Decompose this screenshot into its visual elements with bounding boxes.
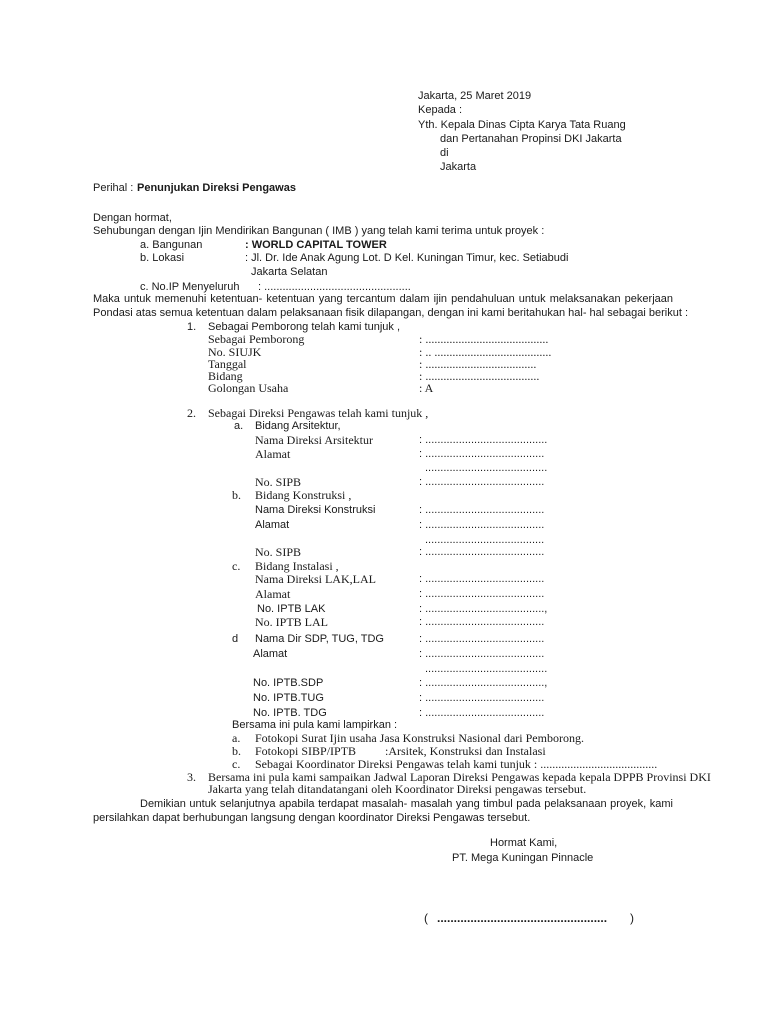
- instalasi-letter: c.: [232, 559, 241, 573]
- attachment-a-letter: a.: [232, 731, 241, 745]
- recipient-kepada: Kepada :: [418, 104, 463, 116]
- arsitektur-title: Bidang Arsitektur,: [255, 420, 341, 432]
- bidang-label: Bidang: [208, 369, 243, 383]
- item-1-title: Sebagai Pemborong telah kami tunjuk ,: [208, 321, 401, 333]
- iptb-sdp-value: : .......................................,: [419, 677, 548, 689]
- konstruksi-nama-value: : .......................................: [419, 504, 545, 516]
- attachment-c-letter: c.: [232, 757, 241, 771]
- item-3-line-1: Bersama ini pula kami sampaikan Jadwal Laporan Direksi Pengawas kepada kepala DPPB Provinsi DKI: [208, 770, 711, 784]
- signature-company: PT. Mega Kuningan Pinnacle: [452, 852, 594, 864]
- instalasi-nama-value: : .......................................: [419, 573, 545, 585]
- attachment-c-text: Sebagai Koordinator Direksi Pengawas telah kami tunjuk : .......................................: [255, 757, 658, 771]
- arsitektur-sipb-label: No. SIPB: [255, 475, 302, 489]
- konstruksi-letter: b.: [232, 488, 241, 502]
- iptb-sdp-label: No. IPTB.SDP: [253, 677, 324, 689]
- golongan-label: Golongan Usaha: [208, 381, 289, 395]
- lokasi-value-cont: Jakarta Selatan: [251, 266, 328, 278]
- item-3-number: 3.: [187, 770, 196, 784]
- tanggal-value: : .....................................: [419, 357, 537, 371]
- arsitektur-alamat-value: : .......................................: [419, 448, 545, 460]
- attachments-intro: Bersama ini pula kami lampirkan :: [232, 719, 398, 731]
- attachment-b-value: :Arsitek, Konstruksi dan Instalasi: [385, 744, 546, 758]
- bidang-value: : ......................................: [419, 369, 540, 383]
- ip-value: : ................................................: [258, 281, 411, 293]
- iptb-tug-value: : .......................................: [419, 692, 545, 704]
- salutation: Dengan hormat,: [93, 212, 172, 224]
- iptb-tdg-value: : .......................................: [419, 707, 545, 719]
- konstruksi-nama-label: Nama Direksi Konstruksi: [255, 504, 376, 516]
- pemborong-label: Sebagai Pemborong: [208, 332, 305, 346]
- recipient-di: di: [440, 147, 449, 159]
- signature-open-paren: (: [424, 911, 428, 925]
- arsitektur-sipb-value: : .......................................: [419, 476, 545, 488]
- sdp-alamat-cont: ........................................: [425, 663, 548, 675]
- closing-line-2: persilahkan dapat berhubungan langsung dengan koordinator Direksi Pengawas tersebut.: [93, 812, 531, 824]
- instalasi-title: Bidang Instalasi ,: [255, 559, 339, 573]
- arsitektur-letter: a.: [234, 420, 244, 432]
- item-2-title: Sebagai Direksi Pengawas telah kami tunjuk ,: [208, 406, 429, 420]
- item-2-number: 2.: [187, 406, 196, 420]
- recipient-city: Jakarta: [440, 161, 477, 173]
- recipient-line-2: dan Pertanahan Propinsi DKI Jakarta: [440, 133, 622, 145]
- sdp-alamat-label: Alamat: [253, 648, 288, 660]
- tanggal-label: Tanggal: [208, 357, 247, 371]
- signature-line: ...................................................: [437, 911, 608, 925]
- instalasi-iptb-lal-value: : .......................................: [419, 616, 545, 628]
- pemborong-value: : .........................................: [419, 332, 549, 346]
- konstruksi-sipb-value: : .......................................: [419, 546, 545, 558]
- signature-close-paren: ): [630, 911, 634, 925]
- konstruksi-alamat-cont: .......................................: [425, 534, 545, 546]
- arsitektur-alamat-cont: ........................................: [425, 462, 548, 474]
- instalasi-alamat-value: : .......................................: [419, 588, 545, 600]
- closing-line-1: Demikian untuk selanjutnya apabila terdapat masalah- masalah yang timbul pada pelaksanaan proyek, kami: [140, 798, 673, 810]
- arsitektur-alamat-label: Alamat: [255, 447, 291, 461]
- ip-label: c. No.IP Menyeluruh: [140, 281, 240, 293]
- bangunan-label: a. Bangunan: [140, 239, 203, 251]
- sdp-alamat-value: : .......................................: [419, 648, 545, 660]
- instalasi-iptb-lal-label: No. IPTB LAL: [255, 615, 328, 629]
- attachment-b-text: Fotokopi SIBP/IPTB: [255, 744, 357, 758]
- instalasi-iptb-lak-label: No. IPTB LAK: [257, 603, 326, 615]
- instalasi-alamat-label: Alamat: [255, 587, 291, 601]
- iptb-tdg-label: No. IPTB. TDG: [253, 707, 327, 719]
- golongan-value: : A: [419, 381, 434, 395]
- sdp-title: Nama Dir SDP, TUG, TDG: [255, 633, 384, 645]
- konstruksi-alamat-label: Alamat: [255, 519, 290, 531]
- lokasi-label: b. Lokasi: [140, 252, 185, 264]
- instalasi-iptb-lak-value: : .......................................,: [419, 603, 548, 615]
- paragraph-1-line-1: Maka untuk memenuhi ketentuan- ketentuan yang tercantum dalam ijin pendahuluan untuk melaksanakan pekerjaan: [93, 293, 673, 305]
- iptb-tug-label: No. IPTB.TUG: [253, 692, 324, 704]
- subject-label: Perihal :: [93, 182, 134, 194]
- letter-date: Jakarta, 25 Maret 2019: [418, 90, 532, 102]
- instalasi-nama-label: Nama Direksi LAK,LAL: [255, 572, 376, 586]
- subject-value: Penunjukan Direksi Pengawas: [137, 182, 296, 194]
- siujk-value: : .. .......................................: [419, 345, 552, 359]
- sdp-letter: d: [232, 633, 239, 645]
- paragraph-1-line-2: Pondasi atas semua ketentuan dalam pelaksanaan fisik dilapangan, dengan ini kami beritahukan hal- hal sebagai berikut :: [93, 307, 688, 319]
- arsitektur-nama-value: : ........................................: [419, 434, 548, 446]
- attachment-a-text: Fotokopi Surat Ijin usaha Jasa Konstruksi Nasional dari Pemborong.: [255, 731, 584, 745]
- signature-regards: Hormat Kami,: [490, 837, 558, 849]
- arsitektur-nama-label: Nama Direksi Arsitektur: [255, 433, 373, 447]
- recipient-line-1: Yth. Kepala Dinas Cipta Karya Tata Ruang: [418, 119, 626, 131]
- attachment-b-letter: b.: [232, 744, 241, 758]
- item-1-number: 1.: [187, 321, 197, 333]
- bangunan-value: : WORLD CAPITAL TOWER: [245, 239, 387, 251]
- siujk-label: No. SIUJK: [208, 345, 262, 359]
- item-3-line-2: Jakarta yang telah ditandatangani oleh Koordinator Direksi pengawas tersebut.: [208, 782, 587, 796]
- konstruksi-alamat-value: : .......................................: [419, 519, 545, 531]
- konstruksi-title: Bidang Konstruksi ,: [255, 488, 352, 502]
- lokasi-value: : Jl. Dr. Ide Anak Agung Lot. D Kel. Kuningan Timur, kec. Setiabudi: [245, 252, 569, 264]
- sdp-title-value: : .......................................: [419, 633, 545, 645]
- konstruksi-sipb-label: No. SIPB: [255, 545, 302, 559]
- intro-text: Sehubungan dengan Ijin Mendirikan Bangunan ( IMB ) yang telah kami terima untuk proyek :: [93, 225, 545, 237]
